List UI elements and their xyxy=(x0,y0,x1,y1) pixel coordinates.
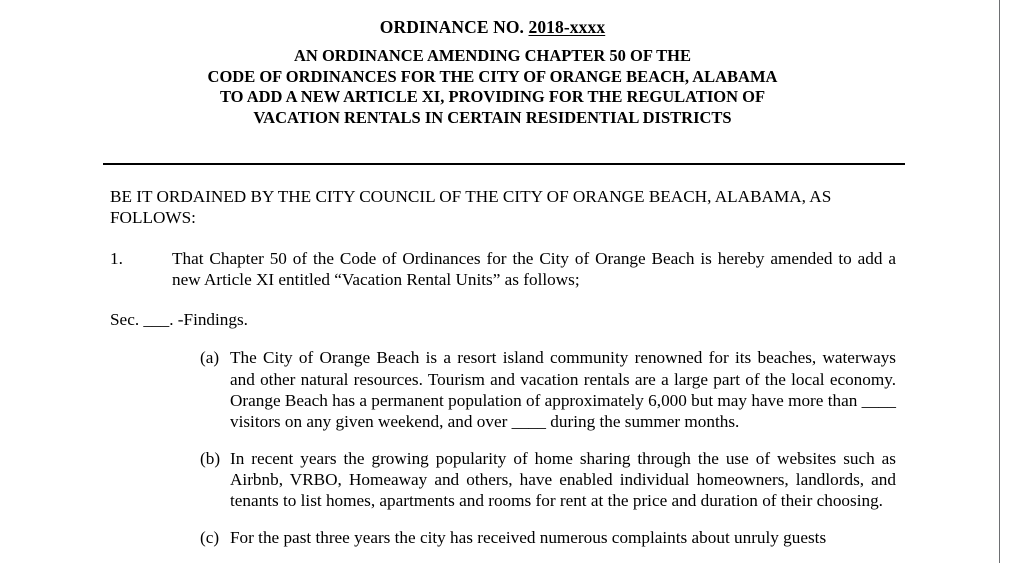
divider-rule xyxy=(103,163,905,165)
subtitle-line-1: AN ORDINANCE AMENDING CHAPTER 50 OF THE xyxy=(294,46,691,65)
subtitle-line-3: TO ADD A NEW ARTICLE XI, PROVIDING FOR THE REGULATION OF xyxy=(219,87,766,107)
numbered-item-marker: 1. xyxy=(110,248,123,268)
document-subtitle xyxy=(0,46,999,128)
page-title xyxy=(0,0,999,38)
enacting-clause: BE IT ORDAINED BY THE CITY COUNCIL OF THE CITY OF ORANGE BEACH, ALABAMA, AS FOLLOWS: xyxy=(110,187,832,228)
finding-marker-c: (c) xyxy=(200,527,220,547)
ordinance-number: 2018-xxxx xyxy=(528,17,606,37)
finding-item-a xyxy=(200,347,896,432)
numbered-item-text: That Chapter 50 of the Code of Ordinances for the City of Orange Beach is hereby amended to add a new Article XI entitled “Vacation Rental Units” as follows; xyxy=(172,248,896,289)
numbered-item-1 xyxy=(110,248,896,291)
subtitle-line-4: VACATION RENTALS IN CERTAIN RESIDENTIAL DISTRICTS xyxy=(253,107,732,127)
document-body xyxy=(0,186,999,548)
finding-item-b xyxy=(200,448,896,512)
finding-text-a: The City of Orange Beach is a resort island community renowned for its beaches, waterways and other natural resources. Tourism and vacation rentals are a large part of the local economy. Orange Beach has a permanent population of approximately 6,000 but may have more than ____ visitors on any given weekend, and over ____ during the summer months. xyxy=(230,348,896,432)
finding-item-c xyxy=(200,527,896,548)
finding-marker-b: (b) xyxy=(200,448,221,468)
finding-text-c: For the past three years the city has received numerous complaints about unruly guests xyxy=(230,527,827,547)
title-spacer xyxy=(0,38,999,46)
findings-list xyxy=(0,347,999,547)
finding-text-b: In recent years the growing popularity of home sharing through the use of websites such as Airbnb, VRBO, Homeaway and others, have enabled individual homeowners, landlords, and tenants to list homes, apartments and rooms for rent at the price and duration of their choosing. xyxy=(230,448,896,511)
page-border-right xyxy=(999,0,1000,563)
subtitle-line-2: CODE OF ORDINANCES FOR THE CITY OF ORANGE BEACH, ALABAMA xyxy=(207,66,778,86)
section-heading: Sec. ___. -Findings. xyxy=(110,310,248,330)
finding-marker-a: (a) xyxy=(200,348,220,368)
ordinance-label: ORDINANCE NO. xyxy=(379,17,529,37)
header-divider xyxy=(103,163,905,165)
